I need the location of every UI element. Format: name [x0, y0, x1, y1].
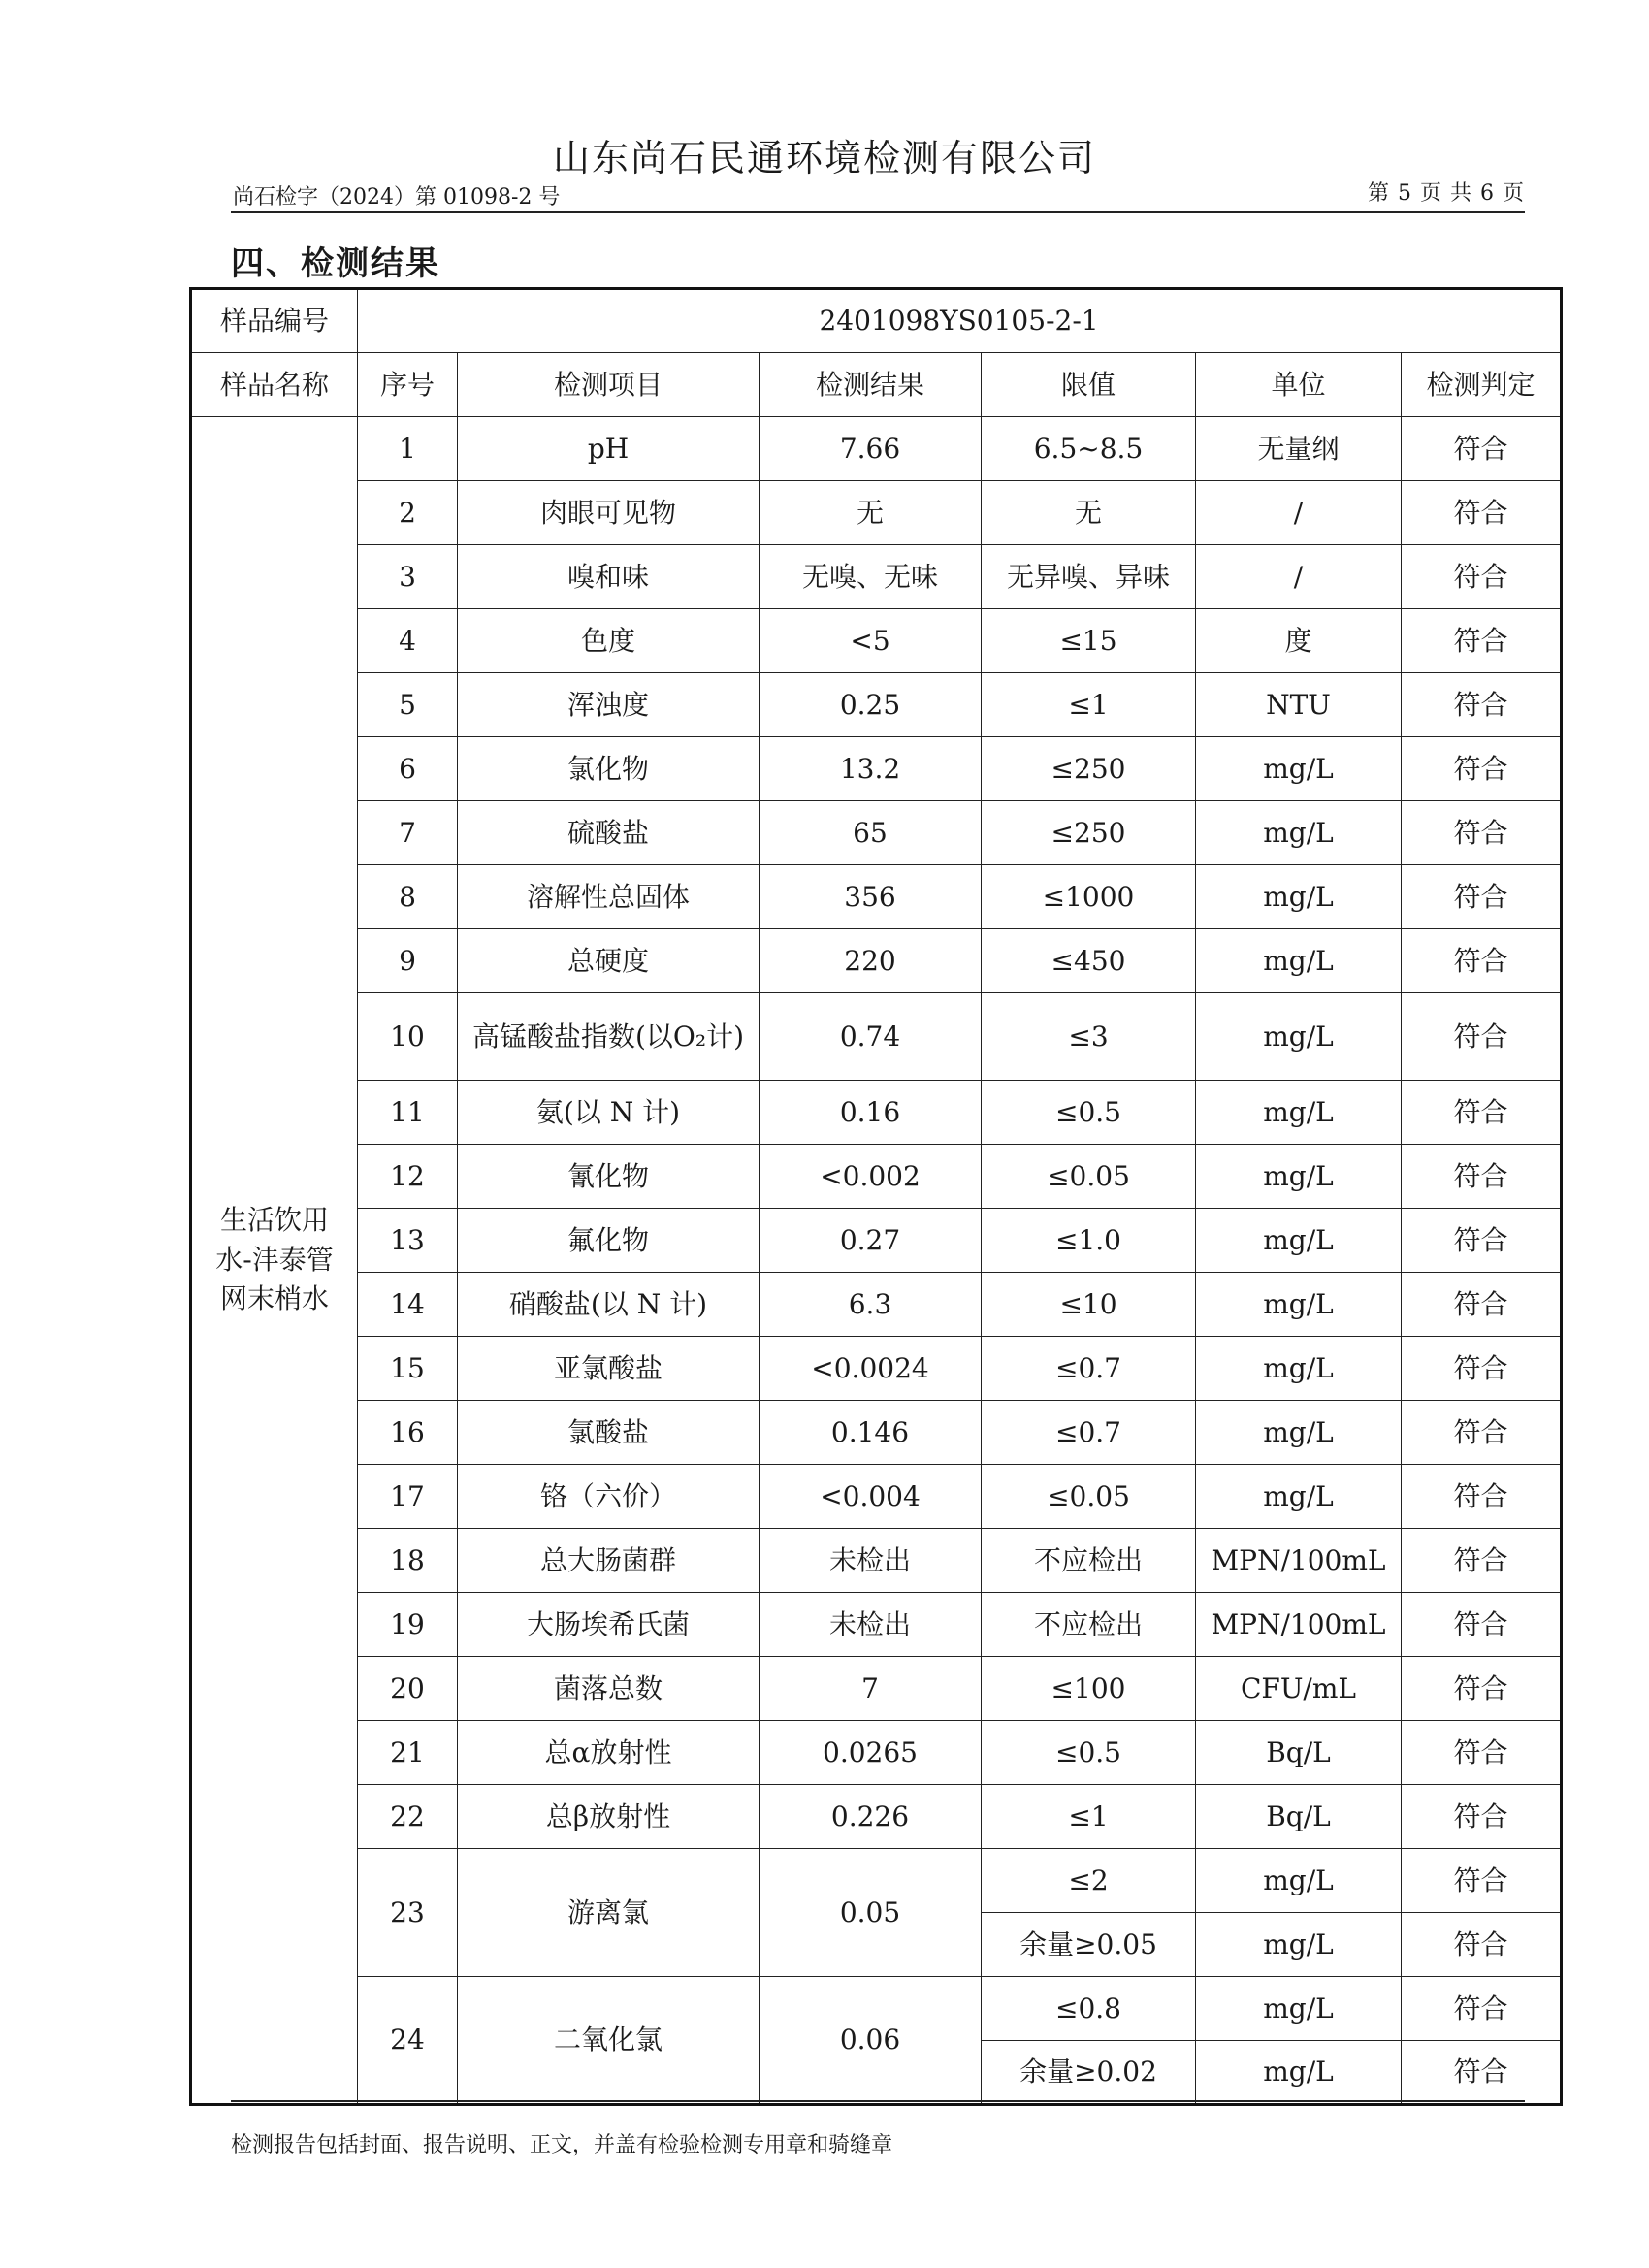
limit-value: ≤100	[982, 1657, 1196, 1721]
limit-value: ≤1	[982, 1785, 1196, 1849]
row-number: 1	[358, 417, 458, 481]
unit: mg/L	[1196, 1273, 1402, 1337]
unit: mg/L	[1196, 1081, 1402, 1145]
unit: mg/L	[1196, 737, 1402, 801]
unit: mg/L	[1196, 1977, 1402, 2041]
limit-value: ≤250	[982, 737, 1196, 801]
table-row	[191, 1081, 1562, 1145]
row-number: 23	[358, 1849, 458, 1977]
row-number: 2	[358, 481, 458, 545]
unit: mg/L	[1196, 1913, 1402, 1977]
test-result: 无	[760, 481, 982, 545]
test-item: 氰化物	[458, 1145, 760, 1209]
unit: mg/L	[1196, 801, 1402, 865]
unit: mg/L	[1196, 929, 1402, 993]
table-row	[191, 993, 1562, 1081]
footer-rule	[231, 2100, 1525, 2102]
limit-value: ≤0.8	[982, 1977, 1196, 2041]
company-name: 山东尚石民通环境检测有限公司	[552, 137, 1096, 179]
unit: Bq/L	[1196, 1785, 1402, 1849]
test-item: 总大肠菌群	[458, 1529, 760, 1593]
test-item: 大肠埃希氏菌	[458, 1593, 760, 1657]
column-header-row	[191, 353, 1562, 417]
col-header-no: 序号	[358, 353, 458, 417]
header-rule	[231, 211, 1525, 213]
row-number: 15	[358, 1337, 458, 1401]
limit-value: ≤250	[982, 801, 1196, 865]
judgement: 符合	[1402, 801, 1562, 865]
test-result: 未检出	[760, 1529, 982, 1593]
test-item: 氯化物	[458, 737, 760, 801]
test-result: 0.06	[760, 1977, 982, 2105]
table-row	[191, 1721, 1562, 1785]
table-row	[191, 801, 1562, 865]
unit: mg/L	[1196, 1465, 1402, 1529]
limit-value: ≤0.7	[982, 1401, 1196, 1465]
row-number: 16	[358, 1401, 458, 1465]
test-result: 0.25	[760, 673, 982, 737]
test-result: 0.16	[760, 1081, 982, 1145]
col-header-sample-name: 样品名称	[191, 353, 358, 417]
judgement: 符合	[1402, 737, 1562, 801]
table-row	[191, 1337, 1562, 1401]
table-row	[191, 1785, 1562, 1849]
row-number: 20	[358, 1657, 458, 1721]
test-item: 总硬度	[458, 929, 760, 993]
limit-value: ≤1000	[982, 865, 1196, 929]
test-result: 未检出	[760, 1593, 982, 1657]
col-header-limit: 限值	[982, 353, 1196, 417]
limit-value: 余量≥0.02	[982, 2041, 1196, 2105]
limit-value: ≤0.05	[982, 1145, 1196, 1209]
judgement: 符合	[1402, 1529, 1562, 1593]
test-result: 0.226	[760, 1785, 982, 1849]
test-item: 游离氯	[458, 1849, 760, 1977]
judgement: 符合	[1402, 1849, 1562, 1913]
row-number: 22	[358, 1785, 458, 1849]
unit: mg/L	[1196, 1401, 1402, 1465]
judgement: 符合	[1402, 929, 1562, 993]
judgement: 符合	[1402, 1977, 1562, 2041]
row-number: 10	[358, 993, 458, 1081]
judgement: 符合	[1402, 993, 1562, 1081]
row-number: 5	[358, 673, 458, 737]
sample-number-value: 2401098YS0105-2-1	[358, 289, 1562, 353]
row-number: 13	[358, 1209, 458, 1273]
test-item: pH	[458, 417, 760, 481]
test-result: 356	[760, 865, 982, 929]
test-result: 0.146	[760, 1401, 982, 1465]
test-result: 7	[760, 1657, 982, 1721]
sample-name-cell: 生活饮用水-沣泰管网末梢水	[191, 417, 358, 2105]
judgement: 符合	[1402, 1081, 1562, 1145]
row-number: 4	[358, 609, 458, 673]
col-header-judgement: 检测判定	[1402, 353, 1562, 417]
table-row	[191, 1849, 1562, 1913]
unit: /	[1196, 545, 1402, 609]
limit-value: ≤1.0	[982, 1209, 1196, 1273]
test-result: 0.0265	[760, 1721, 982, 1785]
judgement: 符合	[1402, 865, 1562, 929]
judgement: 符合	[1402, 1145, 1562, 1209]
unit: mg/L	[1196, 1209, 1402, 1273]
table-row	[191, 417, 1562, 481]
row-number: 21	[358, 1721, 458, 1785]
judgement: 符合	[1402, 2041, 1562, 2105]
test-result: 无嗅、无味	[760, 545, 982, 609]
table-row	[191, 929, 1562, 993]
judgement: 符合	[1402, 1721, 1562, 1785]
unit: mg/L	[1196, 1145, 1402, 1209]
test-result: 13.2	[760, 737, 982, 801]
limit-value: ≤3	[982, 993, 1196, 1081]
table-row	[191, 1401, 1562, 1465]
judgement: 符合	[1402, 673, 1562, 737]
test-item: 亚氯酸盐	[458, 1337, 760, 1401]
judgement: 符合	[1402, 1657, 1562, 1721]
limit-value: ≤0.7	[982, 1337, 1196, 1401]
limit-value: 无异嗅、异味	[982, 545, 1196, 609]
judgement: 符合	[1402, 1913, 1562, 1977]
row-number: 8	[358, 865, 458, 929]
test-item: 肉眼可见物	[458, 481, 760, 545]
row-number: 3	[358, 545, 458, 609]
results-table	[189, 287, 1563, 2106]
row-number: 18	[358, 1529, 458, 1593]
unit: MPN/100mL	[1196, 1593, 1402, 1657]
unit: NTU	[1196, 673, 1402, 737]
table-row	[191, 1145, 1562, 1209]
test-item: 硫酸盐	[458, 801, 760, 865]
test-result: 0.74	[760, 993, 982, 1081]
sample-number-label: 样品编号	[191, 289, 358, 353]
test-item: 菌落总数	[458, 1657, 760, 1721]
row-number: 11	[358, 1081, 458, 1145]
limit-value: ≤2	[982, 1849, 1196, 1913]
test-item: 铬（六价）	[458, 1465, 760, 1529]
unit: mg/L	[1196, 993, 1402, 1081]
limit-value: ≤1	[982, 673, 1196, 737]
limit-value: 余量≥0.05	[982, 1913, 1196, 1977]
table-row	[191, 1977, 1562, 2041]
test-item: 氯酸盐	[458, 1401, 760, 1465]
limit-value: 不应检出	[982, 1593, 1196, 1657]
row-number: 6	[358, 737, 458, 801]
row-number: 19	[358, 1593, 458, 1657]
unit: 无量纲	[1196, 417, 1402, 481]
test-item: 二氧化氯	[458, 1977, 760, 2105]
test-item: 氟化物	[458, 1209, 760, 1273]
limit-value: 6.5~8.5	[982, 417, 1196, 481]
test-result: 220	[760, 929, 982, 993]
test-result: 0.05	[760, 1849, 982, 1977]
table-row	[191, 609, 1562, 673]
row-number: 9	[358, 929, 458, 993]
table-row	[191, 1529, 1562, 1593]
page-indicator: 第 5 页 共 6 页	[1368, 181, 1525, 206]
limit-value: ≤450	[982, 929, 1196, 993]
test-result: 7.66	[760, 417, 982, 481]
unit: /	[1196, 481, 1402, 545]
test-result: <0.0024	[760, 1337, 982, 1401]
row-number: 14	[358, 1273, 458, 1337]
table-row	[191, 1209, 1562, 1273]
test-item: 氨(以 N 计)	[458, 1081, 760, 1145]
table-row	[191, 1593, 1562, 1657]
table-row	[191, 1657, 1562, 1721]
test-item: 溶解性总固体	[458, 865, 760, 929]
test-item: 色度	[458, 609, 760, 673]
col-header-unit: 单位	[1196, 353, 1402, 417]
test-item: 总β放射性	[458, 1785, 760, 1849]
row-number: 24	[358, 1977, 458, 2105]
judgement: 符合	[1402, 545, 1562, 609]
footnote: 检测报告包括封面、报告说明、正文，并盖有检验检测专用章和骑缝章	[231, 2133, 893, 2157]
test-item: 硝酸盐(以 N 计)	[458, 1273, 760, 1337]
test-result: 65	[760, 801, 982, 865]
judgement: 符合	[1402, 417, 1562, 481]
limit-value: ≤10	[982, 1273, 1196, 1337]
judgement: 符合	[1402, 1337, 1562, 1401]
unit: mg/L	[1196, 1849, 1402, 1913]
limit-value: ≤0.5	[982, 1081, 1196, 1145]
test-item: 高锰酸盐指数(以O₂计)	[458, 993, 760, 1081]
col-header-item: 检测项目	[458, 353, 760, 417]
table-row	[191, 1465, 1562, 1529]
unit: 度	[1196, 609, 1402, 673]
test-result: <0.002	[760, 1145, 982, 1209]
judgement: 符合	[1402, 1465, 1562, 1529]
test-item: 浑浊度	[458, 673, 760, 737]
unit: mg/L	[1196, 1337, 1402, 1401]
test-item: 嗅和味	[458, 545, 760, 609]
limit-value: 不应检出	[982, 1529, 1196, 1593]
test-result: 6.3	[760, 1273, 982, 1337]
row-number: 17	[358, 1465, 458, 1529]
table-row	[191, 865, 1562, 929]
section-title: 四、检测结果	[231, 244, 440, 283]
limit-value: ≤0.05	[982, 1465, 1196, 1529]
judgement: 符合	[1402, 609, 1562, 673]
report-number: 尚石检字（2024）第 01098-2 号	[233, 185, 561, 210]
test-result: 0.27	[760, 1209, 982, 1273]
sample-number-row	[191, 289, 1562, 353]
limit-value: 无	[982, 481, 1196, 545]
judgement: 符合	[1402, 1273, 1562, 1337]
table-row	[191, 481, 1562, 545]
table-row	[191, 1273, 1562, 1337]
unit: Bq/L	[1196, 1721, 1402, 1785]
test-result: <5	[760, 609, 982, 673]
table-row	[191, 737, 1562, 801]
judgement: 符合	[1402, 1593, 1562, 1657]
unit: mg/L	[1196, 865, 1402, 929]
test-result: <0.004	[760, 1465, 982, 1529]
judgement: 符合	[1402, 1209, 1562, 1273]
judgement: 符合	[1402, 1401, 1562, 1465]
row-number: 7	[358, 801, 458, 865]
unit: CFU/mL	[1196, 1657, 1402, 1721]
unit: mg/L	[1196, 2041, 1402, 2105]
table-row	[191, 545, 1562, 609]
row-number: 12	[358, 1145, 458, 1209]
judgement: 符合	[1402, 1785, 1562, 1849]
limit-value: ≤0.5	[982, 1721, 1196, 1785]
judgement: 符合	[1402, 481, 1562, 545]
test-item: 总α放射性	[458, 1721, 760, 1785]
col-header-result: 检测结果	[760, 353, 982, 417]
limit-value: ≤15	[982, 609, 1196, 673]
unit: MPN/100mL	[1196, 1529, 1402, 1593]
table-row	[191, 673, 1562, 737]
